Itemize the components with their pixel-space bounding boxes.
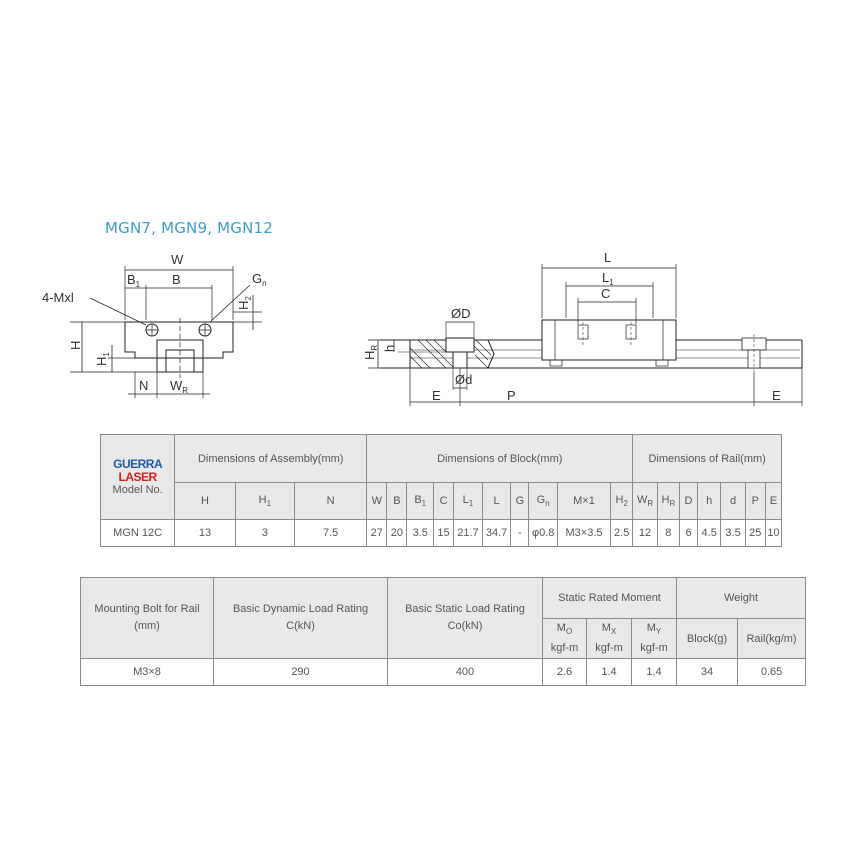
- label-d: Ød: [455, 372, 473, 387]
- table-cell: M3×8: [81, 659, 214, 686]
- table-cell: 2.5: [611, 520, 633, 547]
- load-rating-table: [80, 577, 806, 686]
- column-header: $L_1$: [454, 483, 483, 520]
- label-E-right: E: [772, 388, 781, 403]
- column-header: $B_1$: [407, 483, 434, 520]
- table-cell: 25: [745, 520, 765, 547]
- model-no-header: [101, 435, 175, 520]
- table-cell: 400: [388, 659, 543, 686]
- table-cell: 3: [235, 520, 294, 547]
- label-B1: $B_1$: [127, 272, 141, 289]
- column-header: d: [721, 483, 745, 520]
- column-header: $H_1$: [235, 483, 294, 520]
- label-H2: $H_2$: [236, 296, 253, 310]
- table-cell: 27: [367, 520, 387, 547]
- label-W: W: [171, 252, 184, 267]
- my-header: $M_Y$ kgf-m: [632, 619, 677, 659]
- block-weight-header: Block(g): [677, 619, 738, 659]
- table-cell: 3.5: [407, 520, 434, 547]
- table-cell: 12: [633, 520, 657, 547]
- column-header: C: [433, 483, 453, 520]
- static-moment-header: Static Rated Moment: [543, 578, 677, 619]
- model-cell: MGN 12C: [101, 520, 175, 547]
- label-B: B: [172, 272, 181, 287]
- table-cell: 10: [765, 520, 781, 547]
- dimensions-table: [100, 434, 782, 547]
- column-header: G: [511, 483, 529, 520]
- page-title: MGN7, MGN9, MGN12: [105, 219, 274, 237]
- dynamic-load-header: Basic Dynamic Load Rating C(kN): [214, 578, 388, 659]
- table-cell: 6: [680, 520, 698, 547]
- weight-header: Weight: [677, 578, 806, 619]
- mx-header: $M_X$ kgf-m: [587, 619, 632, 659]
- table-cell: 20: [387, 520, 407, 547]
- column-header: E: [765, 483, 781, 520]
- label-L1: $L_1$: [602, 270, 614, 287]
- column-header: L: [482, 483, 511, 520]
- label-4-mxl: 4-Mxl: [42, 290, 74, 305]
- table-cell: 21.7: [454, 520, 483, 547]
- table-cell: φ0.8: [529, 520, 558, 547]
- table-cell: 15: [433, 520, 453, 547]
- table-cell: 3.5: [721, 520, 745, 547]
- column-header: h: [698, 483, 721, 520]
- column-header: D: [680, 483, 698, 520]
- rail-weight-header: Rail(kg/m): [738, 619, 806, 659]
- table-cell: M3×3.5: [558, 520, 611, 547]
- label-N: N: [139, 378, 149, 393]
- guerra-laser-logo: GUERRA LASER Model No.: [112, 457, 163, 496]
- table-cell: 7.5: [295, 520, 367, 547]
- table-cell: 1.4: [587, 659, 632, 686]
- table-cell: 290: [214, 659, 388, 686]
- label-HR: $H_R$: [362, 344, 379, 360]
- label-E-left: E: [432, 388, 441, 403]
- column-header: $G_n$: [529, 483, 558, 520]
- static-load-header: Basic Static Load Rating Co(kN): [388, 578, 543, 659]
- table-cell: 34: [677, 659, 738, 686]
- label-h: h: [382, 344, 397, 352]
- table-cell: 8: [657, 520, 679, 547]
- column-header: $H_R$: [657, 483, 679, 520]
- label-D: ØD: [451, 306, 471, 321]
- column-header: B: [387, 483, 407, 520]
- label-Gn: $G_n$: [252, 271, 267, 288]
- label-C: C: [601, 286, 611, 301]
- label-L: L: [604, 250, 612, 265]
- table-cell: -: [511, 520, 529, 547]
- column-header: M×1: [558, 483, 611, 520]
- block-group-header: Dimensions of Block(mm): [367, 435, 633, 483]
- table-cell: 2.6: [543, 659, 587, 686]
- table-cell: 0.65: [738, 659, 806, 686]
- table-cell: 4.5: [698, 520, 721, 547]
- label-P: P: [507, 388, 516, 403]
- mo-header: $M_O$ kgf-m: [543, 619, 587, 659]
- table-cell: 1.4: [632, 659, 677, 686]
- column-header: $W_R$: [633, 483, 657, 520]
- column-header: W: [367, 483, 387, 520]
- column-header: $H_2$: [611, 483, 633, 520]
- label-H1: $H_1$: [94, 352, 111, 366]
- column-header: H: [175, 483, 235, 520]
- rail-group-header: Dimensions of Rail(mm): [633, 435, 782, 483]
- column-header: N: [295, 483, 367, 520]
- mounting-bolt-header: Mounting Bolt for Rail (mm): [81, 578, 214, 659]
- label-H: H: [68, 340, 83, 350]
- column-header: P: [745, 483, 765, 520]
- table-cell: 13: [175, 520, 235, 547]
- assembly-group-header: Dimensions of Assembly(mm): [175, 435, 367, 483]
- label-WR: $W_R$: [170, 378, 189, 395]
- table-cell: 34.7: [482, 520, 511, 547]
